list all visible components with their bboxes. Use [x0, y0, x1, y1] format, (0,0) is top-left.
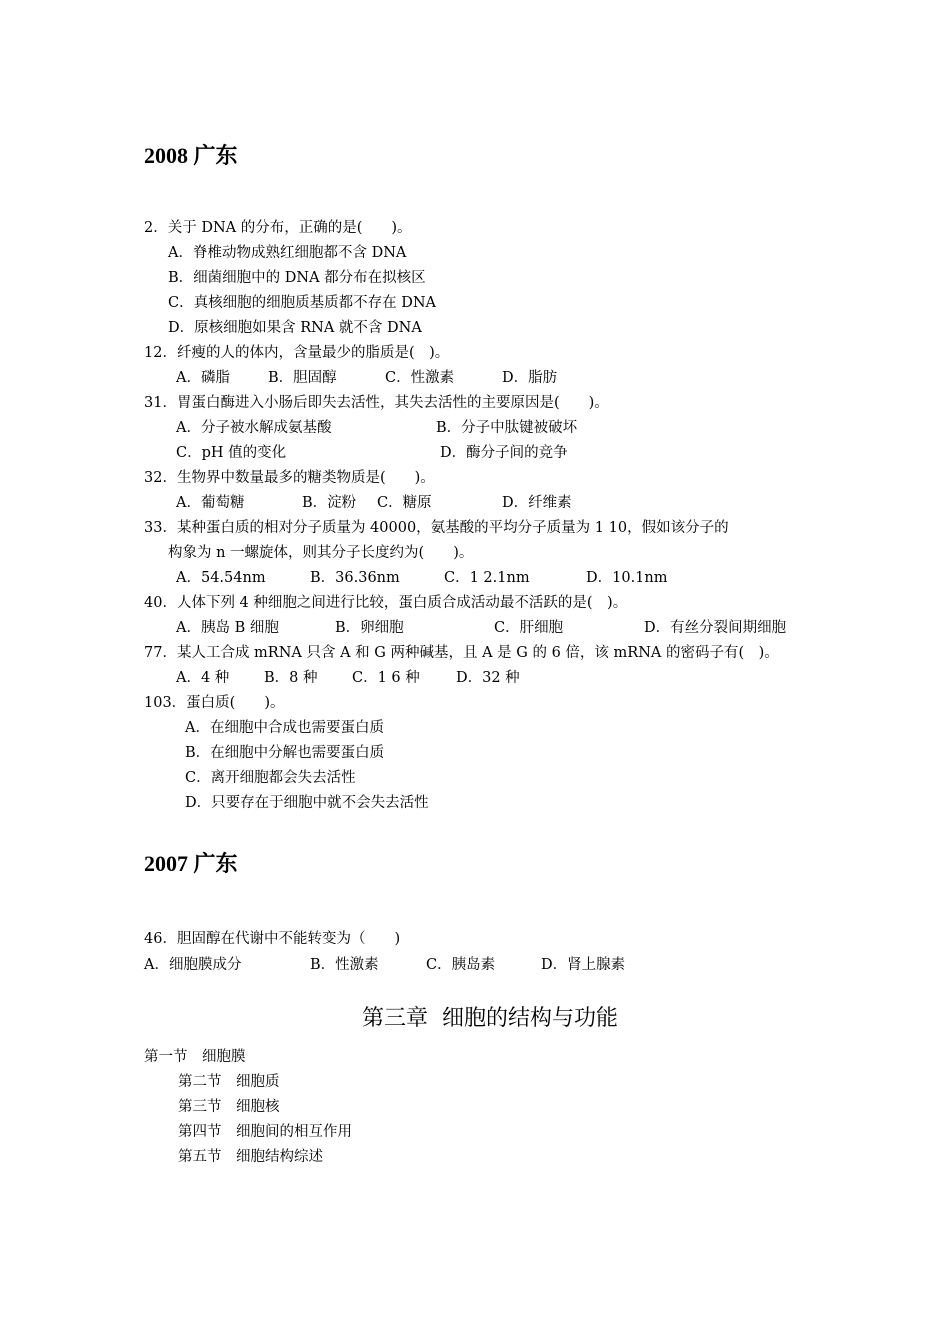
option-2b: B．细菌细胞中的 DNA 都分布在拟核区 — [168, 270, 426, 286]
option-33b: B．36.36nm — [310, 570, 400, 586]
option-12d: D．脂肪 — [502, 370, 558, 386]
option-2d: D．原核细胞如果含 RNA 就不含 DNA — [168, 320, 422, 336]
question-33-continued: 构象为 n 一螺旋体，则其分子长度约为( )。 — [168, 545, 474, 561]
question-2: 2．关于 DNA 的分布，正确的是( )。 — [144, 220, 412, 236]
option-12c: C．性激素 — [385, 370, 455, 386]
option-46a: A．细胞膜成分 — [144, 957, 242, 973]
question-77: 77．某人工合成 mRNA 只含 A 和 G 两种碱基，且 A 是 G 的 6 倍，该 mRNA 的密码子有( )。 — [144, 645, 779, 661]
option-31b: B．分子中肽键被破坏 — [436, 420, 578, 436]
option-12b: B．胆固醇 — [268, 370, 337, 386]
question-32: 32．生物界中数量最多的糖类物质是( )。 — [144, 470, 435, 486]
option-103b: B．在细胞中分解也需要蛋白质 — [185, 745, 385, 761]
section-4: 第四节 细胞间的相互作用 — [178, 1124, 352, 1140]
question-31: 31．胃蛋白酶进入小肠后即失去活性，其失去活性的主要原因是( )。 — [144, 395, 609, 411]
question-46: 46．胆固醇在代谢中不能转变为（ ) — [144, 931, 401, 947]
option-32d: D．纤维素 — [502, 495, 572, 511]
option-46c: C．胰岛素 — [426, 957, 496, 973]
question-12: 12．纤瘦的人的体内，含量最少的脂质是( )。 — [144, 345, 450, 361]
option-46d: D．肾上腺素 — [541, 957, 626, 973]
option-46b: B．性激素 — [310, 957, 379, 973]
section-heading-2007: 2007 广东 — [144, 851, 238, 876]
option-77a: A．4 种 — [176, 670, 230, 686]
option-32b: B．淀粉 — [302, 495, 357, 511]
option-32a: A．葡萄糖 — [176, 495, 245, 511]
option-31c: C．pH 值的变化 — [176, 445, 287, 461]
option-32c: C．糖原 — [377, 495, 432, 511]
option-12a: A．磷脂 — [176, 370, 230, 386]
option-31d: D．酶分子间的竞争 — [440, 445, 568, 461]
question-40: 40．人体下列 4 种细胞之间进行比较，蛋白质合成活动最不活跃的是( )。 — [144, 595, 628, 611]
option-103c: C．离开细胞都会失去活性 — [185, 770, 356, 786]
option-33a: A．54.54nm — [176, 570, 266, 586]
section-heading-2008: 2008 广东 — [144, 143, 238, 168]
option-40a: A．胰岛 B 细胞 — [176, 620, 279, 636]
option-77d: D．32 种 — [456, 670, 520, 686]
option-40b: B．卵细胞 — [335, 620, 404, 636]
section-1: 第一节 细胞膜 — [144, 1049, 246, 1065]
section-3: 第三节 细胞核 — [178, 1099, 280, 1115]
chapter-title: 第三章 细胞的结构与功能 — [362, 1006, 618, 1031]
option-33d: D．10.1nm — [586, 570, 668, 586]
option-103d: D．只要存在于细胞中就不会失去活性 — [185, 795, 429, 811]
section-2: 第二节 细胞质 — [178, 1074, 280, 1090]
option-103a: A．在细胞中合成也需要蛋白质 — [185, 720, 384, 736]
option-33c: C．1 2.1nm — [444, 570, 530, 586]
option-77c: C．1 6 种 — [352, 670, 420, 686]
question-33: 33．某种蛋白质的相对分子质量为 40000，氨基酸的平均分子质量为 1 10，假如该分子的 — [144, 520, 729, 536]
option-77b: B．8 种 — [264, 670, 318, 686]
option-2a: A．脊椎动物成熟红细胞都不含 DNA — [168, 245, 407, 261]
option-40c: C．肝细胞 — [494, 620, 564, 636]
option-40d: D．有丝分裂间期细胞 — [644, 620, 787, 636]
section-5: 第五节 细胞结构综述 — [178, 1149, 323, 1165]
option-31a: A．分子被水解成氨基酸 — [176, 420, 332, 436]
option-2c: C．真核细胞的细胞质基质都不存在 DNA — [168, 295, 436, 311]
question-103: 103．蛋白质( )。 — [144, 695, 285, 711]
